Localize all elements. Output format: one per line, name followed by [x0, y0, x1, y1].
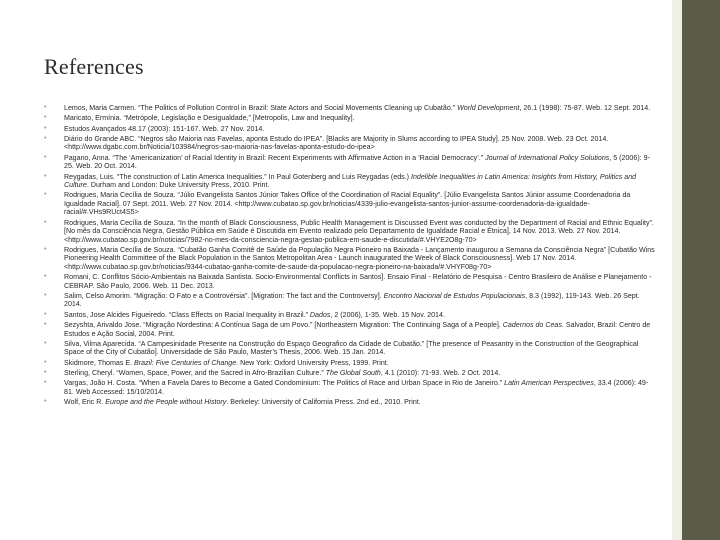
bullet-icon: • — [44, 135, 47, 143]
reference-italic-segment: The Global South — [325, 369, 381, 378]
reference-item — [44, 398, 658, 406]
bullet-icon: • — [44, 310, 47, 318]
reference-item — [44, 369, 658, 377]
bullet-icon: • — [44, 191, 47, 199]
reference-item — [44, 246, 658, 271]
reference-text-segment: , 8.3 (1992), 119-143. Web. 26 Sept. 2014. — [64, 291, 640, 309]
bullet-icon: • — [44, 291, 47, 299]
reference-item — [44, 379, 658, 396]
side-accent-band — [682, 0, 720, 540]
reference-italic-segment: Encontro Nacional de Estudos Populacionais — [383, 291, 526, 300]
side-accent-light — [672, 0, 682, 540]
bullet-icon: • — [44, 153, 47, 161]
reference-italic-segment: Latin American Perspectives — [504, 379, 594, 388]
bullet-icon: • — [44, 321, 47, 329]
reference-italic-segment: Cadernos do Ceas — [502, 321, 562, 330]
bullet-icon: • — [44, 339, 47, 347]
reference-item — [44, 135, 658, 152]
reference-italic-segment: Brazil: Five Centuries of Change — [134, 358, 237, 367]
bullet-icon: • — [44, 379, 47, 387]
reference-item — [44, 114, 658, 122]
reference-item — [44, 321, 658, 338]
reference-list — [44, 104, 658, 409]
reference-text-segment: Pagano, Anna. “The ‘Americanization’ of Racial Identity in Brazil: Recent Experiments with Affirmative Action in a ‘Racial Democracy’.” — [64, 153, 486, 162]
reference-italic-segment: Europe and the People without History — [105, 398, 227, 407]
bullet-icon: • — [44, 172, 47, 180]
reference-text-segment: Diário do Grande ABC. “Negros são Maioria nas Favelas, aponta Estudo do IPEA”. [Blacks are Majority in Slums according to IPEA Study]. 25 Nov. 2008. Web. 23 Oct. 2014. <http://www.dgabc.com.br/Noticia/103984/negros-sao-maioria-nas-favelas-aponta-estudo-do-ipea> — [64, 135, 609, 152]
reference-item — [44, 219, 658, 244]
reference-item — [44, 340, 658, 357]
reference-item — [44, 173, 658, 190]
bullet-icon: • — [44, 114, 47, 122]
reference-text-segment: Rodrigues, Maria Cecília de Souza. “Cubatão Ganha Comitê de Saúde da População Negra Pioneiro na Baixada - Lançamento inaugurou a Semana da Consciência Negra” [Cubatão Wins Pioneering Health Committee of the Black Population in the Santos Metropolitan Area - Launch inaugurated the Week of Black Consciousness]. Web 17 Nov. 2014. <http://www.cubatao.sp.gov.br/noticias/9344-cubatao-ganha-comite-de-saude-da-populacao-negra-pioneiro-na-baixada/#.VHYF08g-70> — [64, 245, 655, 271]
bullet-icon: • — [44, 124, 47, 132]
reference-text-segment: Rodrigues, Maria Cecília de Souza. “In the month of Black Consciousness, Public Health Management is Discussed Event was conducted by the Department of Racial and Ethnic Equality”. [No mês da Consciência Negra, Gestão Pública em Saúde é Discutida em Evento realizado pelo Departamento de Igualdade Racial e Étnica], 14 Nov. 2013. Web. 27 Nov. 2014. <http://www.cubatao.sp.gov.br/noticias/7982-no-mes-da-consciencia-negra-gestao-publica-em-saude-e-discutida/#.VHYE2O8g-70> — [64, 218, 654, 244]
reference-text-segment: Silva, Vilma Aparecida. “A Campesinidade Presente na Construção do Espaço Geografico da Cidade de Cubatão.” [The presence of Peasantry in the Construction of the Geographical Space of the City of Cubatão]. Universidade de São Paulo, Master’s Thesis, 2006. Web. 15 Jan. 2014. — [64, 339, 639, 357]
bullet-icon: • — [44, 398, 47, 406]
reference-text-segment: , 4.1 (2010): 71-93. Web. 2 Oct. 2014. — [380, 369, 501, 378]
reference-text-segment: Lemos, Maria Carmen. “The Politics of Pollution Control in Brazil: State Actors and Social Movements Cleaning up Cubatão.” — [64, 104, 458, 112]
reference-text-segment: Wolf, Eric R. — [64, 398, 106, 407]
reference-item — [44, 292, 658, 309]
reference-text-segment: , 26.1 (1998): 75-87. Web. 12 Sept. 2014. — [519, 104, 651, 112]
reference-text-segment: . Durham and London: Duke University Press, 2010. Print. — [86, 181, 270, 190]
reference-text-segment: Rodrigues, Maria Cecília de Souza. “Júlio Evangelista Santos Júnior Takes Office of the Coordination of Racial Equality”. [Júlio Evangelista Santos Júnior assume Coordenadoria da Igualdade Racial]. 07 Sept. 2011. Web. 27 Nov. 2014. <http://www.cubatao.sp.gov.br/noticias/4339-julio-evangelista-santos-junior-assume-coordenadoria-da-igualdade-racial/#.VHs9RUct4S5> — [64, 191, 631, 217]
reference-text-segment: Santos, Jose Alcides Figueiredo. “Class Effects on Racial Inequality in Brazil.” — [64, 310, 310, 319]
reference-item — [44, 191, 658, 216]
slide-title: References — [44, 54, 144, 79]
reference-text-segment: , 2 (2006), 1-35. Web. 15 Nov. 2014. — [330, 310, 445, 319]
reference-italic-segment: Journal of International Policy Solutions — [485, 153, 610, 162]
bullet-icon: • — [44, 104, 47, 111]
reference-text-segment: Sterling, Cheryl. “Women, Space, Power, and the Sacred in Afro-Brazilian Culture.” — [64, 369, 326, 378]
bullet-icon: • — [44, 245, 47, 253]
reference-text-segment: Estudos Avançados 48.17 (2003): 151-167. Web. 27 Nov. 2014. — [64, 124, 265, 133]
reference-text-segment: , 33.4 (2006): 49-81. Web Accessed: 15/10/2014. — [64, 379, 649, 396]
bullet-icon: • — [44, 218, 47, 226]
reference-text-segment: Maricato, Ermínia. “Metrópole, Legislação e Desigualdade,” [Metropolis, Law and Inequality]. — [64, 114, 355, 123]
reference-text-segment: Romani, C. Conflitos Sócio-Ambientais na Baixada Santista. Socio-Environmental Conflicts in Santos]. Ensaio Final - Relatório de Pesquisa - Centro Brasileiro de Análise e Planejamento - CEBRAP. São Paulo, 2006. Web. 11 Dec. 2013. — [64, 273, 652, 290]
bullet-icon: • — [44, 273, 47, 281]
reference-text-segment: Sezyshta, Arivaldo Jose. “Migração Nordestina: A Contínua Saga de um Povo.” [Northeastern Migration: The Continuing Saga of a People]. — [64, 321, 503, 330]
reference-text-segment: . Berkeley: University of California Press. 2nd ed., 2010. Print. — [226, 398, 421, 407]
reference-italic-segment: Indelible Inequalities in Latin America: Insights from History, Politics and Culture — [64, 172, 637, 190]
bullet-icon: • — [44, 369, 47, 377]
reference-item — [44, 154, 658, 171]
reference-text-segment: . New York: Oxford University Press, 1999. Print. — [236, 358, 389, 367]
reference-text-segment: Salim, Celso Amorim. “Migração: O Fato e a Controvérsia”. [Migration: The fact and the Controversy]. — [64, 291, 384, 300]
reference-item — [44, 125, 658, 133]
reference-item — [44, 104, 658, 112]
bullet-icon: • — [44, 358, 47, 366]
reference-text-segment: Skidmore, Thomas E. — [64, 358, 135, 367]
reference-item — [44, 311, 658, 319]
reference-item — [44, 273, 658, 290]
reference-text-segment: Reygadas, Luis. “The construction of Latin America Inequalities.” In Paul Gotenberg and Luis Reygadas (eds.) — [64, 172, 411, 181]
reference-item — [44, 359, 658, 367]
reference-text-segment: . Salvador, Brazil: Centro de Estudos e Ação Social, 2004. Print. — [64, 321, 651, 338]
reference-italic-segment: World Development — [457, 104, 520, 112]
reference-italic-segment: Dados — [309, 310, 331, 319]
reference-text-segment: , 5 (2006): 9-25. Web. 20 Oct. 2014. — [64, 153, 650, 171]
reference-text-segment: Vargas, João H. Costa. “When a Favela Dares to Become a Gated Condominium: The Politics of Race and Urban Space in Rio de Janeiro.” — [64, 379, 505, 388]
